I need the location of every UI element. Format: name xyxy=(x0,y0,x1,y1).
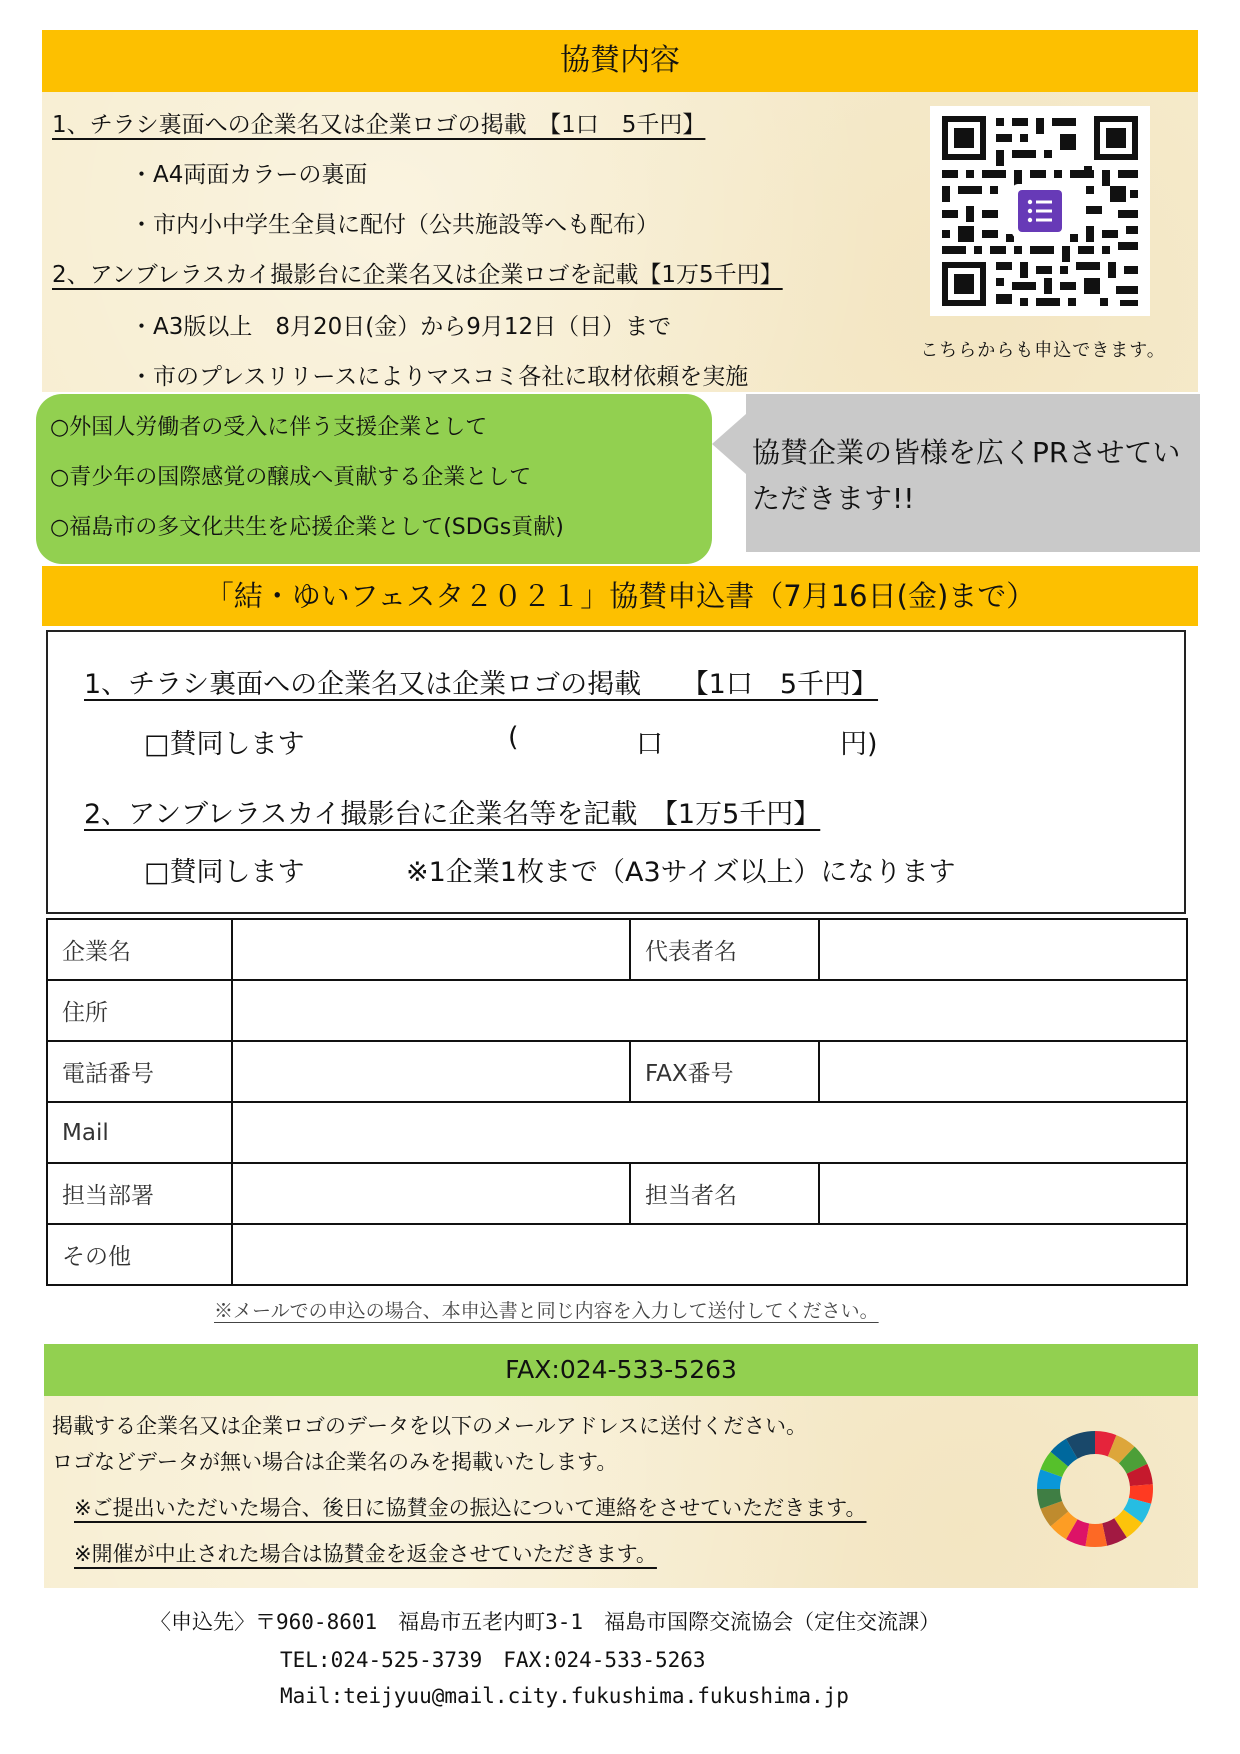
data-line-1: 掲載する企業名又は企業ロゴのデータを以下のメールアドレスに送付ください。 xyxy=(52,1414,807,1438)
dept-field[interactable] xyxy=(232,1163,630,1224)
qr-caption: こちらからも申込できます。 xyxy=(920,340,1166,361)
application-title-bar xyxy=(42,566,1198,626)
sponsor-title-bar xyxy=(42,30,1198,92)
fax-bar xyxy=(44,1344,1198,1396)
fax-field[interactable] xyxy=(819,1041,1187,1102)
rep-label: 代表者名 xyxy=(630,919,819,980)
sponsor-content xyxy=(42,92,1198,392)
data-section xyxy=(44,1396,1198,1588)
dept-label: 担当部署 xyxy=(47,1163,232,1224)
sdgs-wheel-icon xyxy=(1032,1426,1158,1552)
data-note-1: ※ご提出いただいた場合、後日に協賛金の振込について連絡をさせていただきます。 xyxy=(74,1496,867,1520)
pr-green-box xyxy=(36,394,712,564)
email-note: ※メールでの申込の場合、本申込書と同じ内容を入力して送付してください。 xyxy=(214,1300,879,1322)
other-label: その他 xyxy=(47,1224,232,1285)
opt1-unit-yen: 円) xyxy=(840,729,878,760)
mail-label: Mail xyxy=(47,1102,232,1163)
other-field[interactable] xyxy=(232,1224,1187,1285)
pr-item-2: ○青少年の国際感覚の醸成へ貢献する企業として xyxy=(50,465,532,490)
application-title: 「結・ゆいフェスタ２０２１」協賛申込書（7月16日(金)まで） xyxy=(204,579,1036,613)
rep-field[interactable] xyxy=(819,919,1187,980)
item1-bullet-1: ・A4両面カラーの裏面 xyxy=(130,162,368,188)
phone-field[interactable] xyxy=(232,1041,630,1102)
pr-callout-text: 協賛企業の皆様を広くPRさせていただきます!! xyxy=(752,436,1181,515)
application-options-box xyxy=(46,630,1186,914)
opt1-paren-open: ( xyxy=(508,722,519,753)
opt2-checkbox[interactable]: □賛同します xyxy=(144,857,305,888)
sponsor-title: 協賛内容 xyxy=(560,43,680,78)
opt1-heading: 1、チラシ裏面への企業名又は企業ロゴの掲載 【1口 5千円】 xyxy=(84,669,879,700)
company-field[interactable] xyxy=(232,919,630,980)
data-note-2: ※開催が中止された場合は協賛金を返金させていただきます。 xyxy=(74,1542,657,1566)
phone-label: 電話番号 xyxy=(47,1041,232,1102)
contact-line-1: 〈申込先〉〒960-8601 福島市五老内町3-1 福島市国際交流協会（定住交流課） xyxy=(150,1610,941,1634)
pr-callout-box xyxy=(746,394,1200,552)
callout-pointer xyxy=(712,414,746,474)
address-label: 住所 xyxy=(47,980,232,1041)
item2-heading: 2、アンブレラスカイ撮影台に企業名又は企業ロゴを記載【1万5千円】 xyxy=(52,262,783,288)
qr-code-icon[interactable] xyxy=(930,106,1150,316)
pr-item-1: ○外国人労働者の受入に伴う支援企業として xyxy=(50,415,488,440)
info-table xyxy=(46,918,1188,1284)
contact-line-3: Mail:teijyuu@mail.city.fukushima.fukushima.jp xyxy=(280,1684,849,1708)
item2-bullet-1: ・A3版以上 8月20日(金）から9月12日（日）まで xyxy=(130,314,672,340)
mail-field[interactable] xyxy=(232,1102,1187,1163)
company-label: 企業名 xyxy=(47,919,232,980)
opt1-unit-kuchi: 口 xyxy=(636,729,663,760)
fax-label: FAX番号 xyxy=(630,1041,819,1102)
fax-bar-text: FAX:024-533-5263 xyxy=(505,1355,737,1384)
pr-item-3: ○福島市の多文化共生を応援企業として(SDGs貢献) xyxy=(50,515,564,540)
address-field[interactable] xyxy=(232,980,1187,1041)
person-label: 担当者名 xyxy=(630,1163,819,1224)
item2-bullet-2: ・市のプレスリリースによりマスコミ各社に取材依頼を実施 xyxy=(130,364,749,390)
contact-line-2: TEL:024-525-3739 FAX:024-533-5263 xyxy=(280,1648,706,1672)
item1-heading: 1、チラシ裏面への企業名又は企業ロゴの掲載 【1口 5千円】 xyxy=(52,112,706,138)
item1-bullet-2: ・市内小中学生全員に配付（公共施設等へも配布） xyxy=(130,212,659,238)
opt1-checkbox[interactable]: □賛同します xyxy=(144,729,305,760)
opt2-heading: 2、アンブレラスカイ撮影台に企業名等を記載 【1万5千円】 xyxy=(84,799,821,830)
person-field[interactable] xyxy=(819,1163,1187,1224)
data-line-2: ロゴなどデータが無い場合は企業名のみを掲載いたします。 xyxy=(52,1450,618,1474)
opt2-note: ※1企業1枚まで（A3サイズ以上）になります xyxy=(406,857,956,888)
